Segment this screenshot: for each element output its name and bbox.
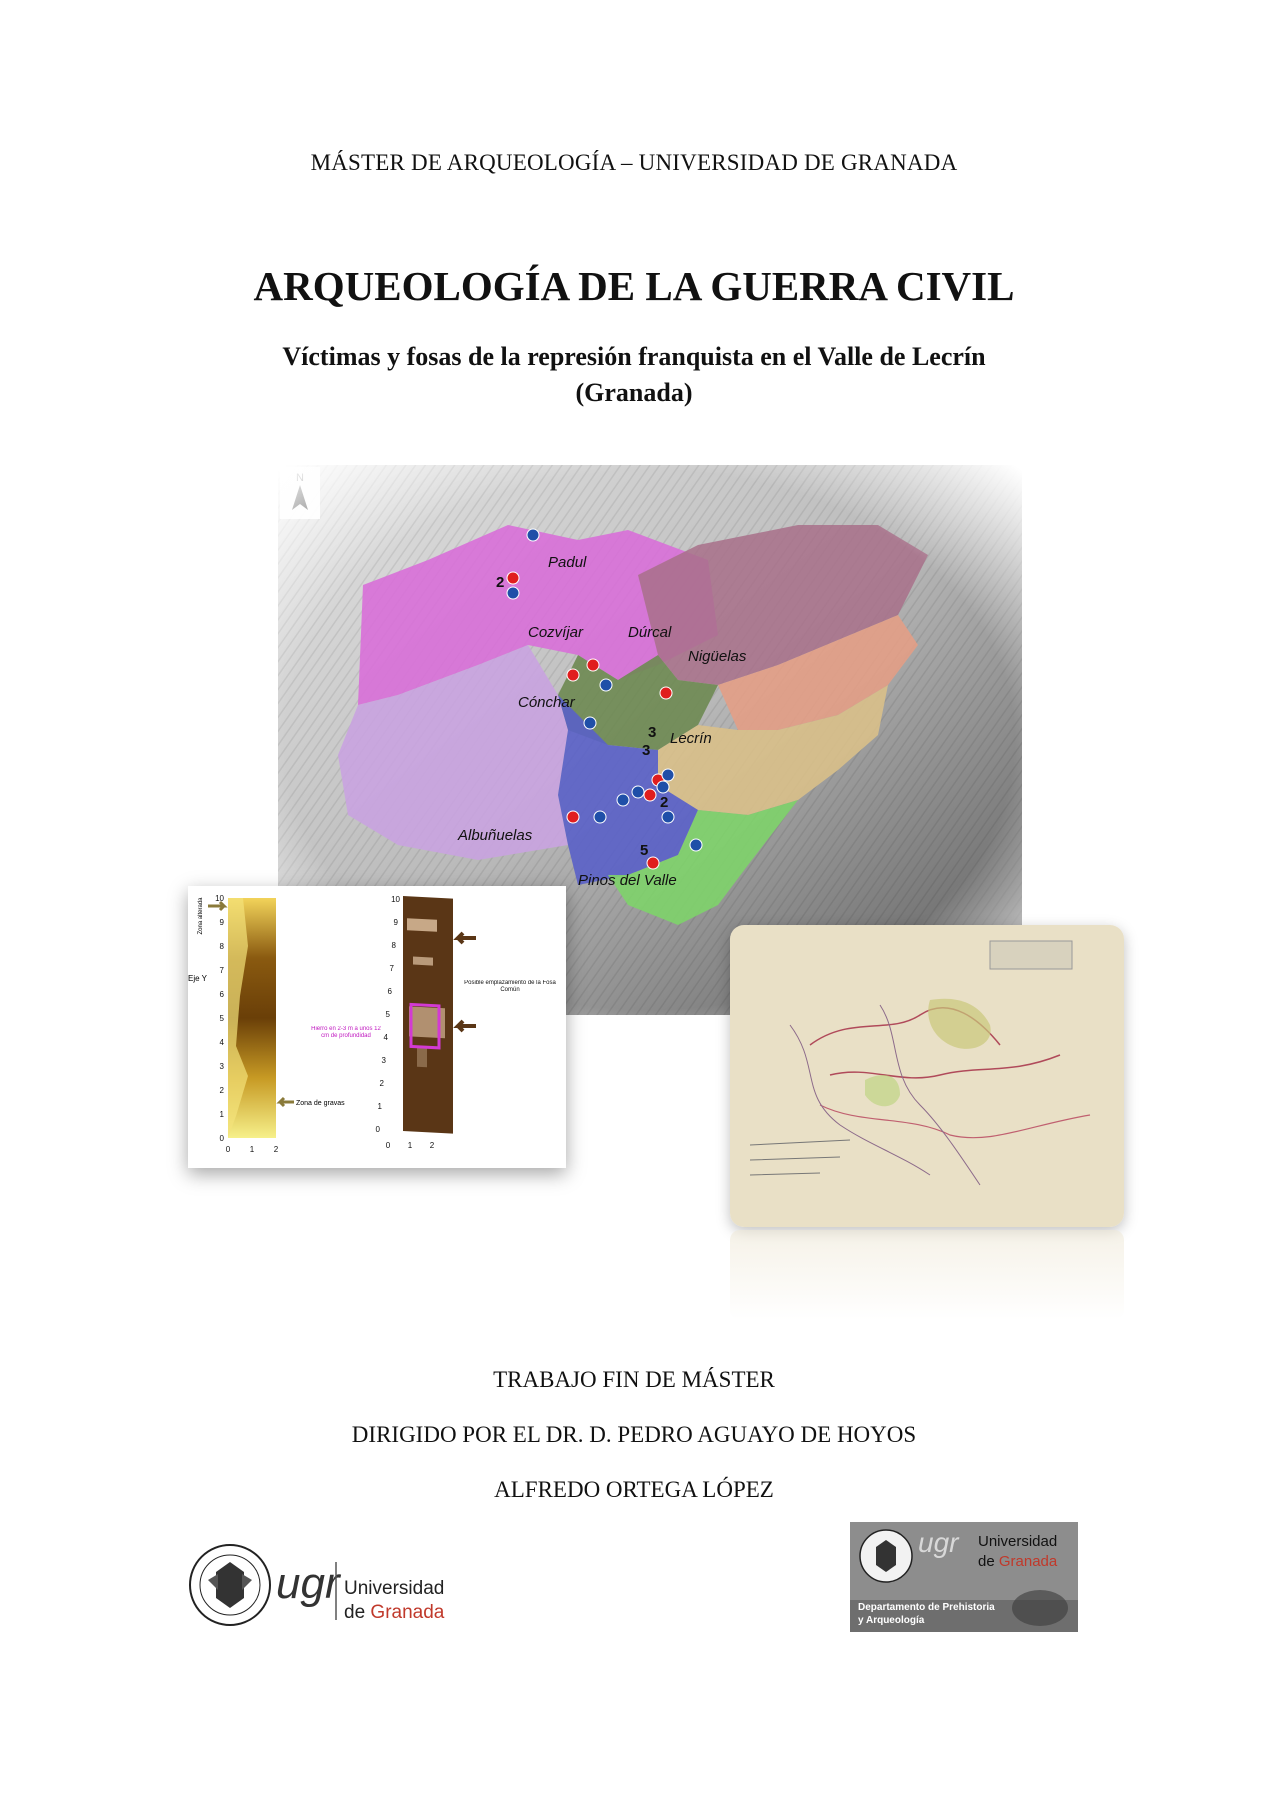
right-tick: 8	[391, 941, 396, 950]
right-x-tick: 1	[407, 1141, 413, 1150]
right-tick: 3	[381, 1056, 386, 1065]
department-logo	[850, 1522, 1078, 1632]
svg-text:de Granada	[978, 1553, 1058, 1570]
right-x-tick: 2	[429, 1141, 435, 1150]
right-tick: 2	[379, 1079, 384, 1088]
ugr-mark: ugr	[276, 1559, 340, 1608]
right-tick: 1	[377, 1102, 382, 1111]
left-tick: 8	[219, 942, 224, 951]
left-tick: 5	[219, 1014, 224, 1023]
left-tick: 1	[219, 1110, 224, 1119]
right-tick: 5	[385, 1010, 390, 1019]
stamp-box	[990, 941, 1072, 969]
left-tick: 6	[219, 990, 224, 999]
dept-line-2: y Arqueología	[858, 1615, 925, 1626]
ugr-line-2-accent: Granada	[998, 1553, 1058, 1570]
director-line: DIRIGIDO POR EL DR. D. PEDRO AGUAYO DE HOYOS	[351, 1422, 917, 1447]
author-name: ALFREDO ORTEGA LÓPEZ	[494, 1477, 774, 1502]
right-tick: 4	[383, 1033, 388, 1042]
left-tick: 9	[219, 918, 224, 927]
left-tick: 2	[219, 1086, 224, 1095]
arrow-icon	[208, 902, 224, 910]
left-tick: 4	[219, 1038, 224, 1047]
historic-map-figure	[730, 925, 1124, 1227]
ugr-line-2-prefix: de	[978, 1553, 999, 1570]
right-tick: 10	[391, 895, 400, 904]
subtitle-line-2: (Granada)	[575, 378, 693, 407]
left-tick: 10	[215, 894, 224, 903]
ugr-line-2-accent: Granada	[370, 1602, 445, 1623]
geophysics-plot	[188, 886, 566, 1168]
ugr-line-1: Universidad	[344, 1578, 445, 1599]
left-tick: 7	[219, 966, 224, 975]
left-x-tick: 0	[225, 1145, 231, 1154]
pottery-icon	[1012, 1590, 1068, 1626]
arrow-icon	[458, 1021, 476, 1031]
left-axis-label: Eje Y	[188, 974, 207, 983]
arrow-icon	[280, 1098, 294, 1106]
right-label-top: Posible emplazamiento de la Fosa Común	[464, 980, 556, 993]
left-tick: 0	[219, 1134, 224, 1143]
historic-map-reflection	[730, 1230, 1124, 1320]
ugr-line-1: Universidad	[978, 1533, 1058, 1550]
left-x-tick: 1	[249, 1145, 255, 1154]
right-tick: 7	[389, 964, 394, 973]
right-tick: 6	[387, 987, 392, 996]
page-title: ARQUEOLOGÍA DE LA GUERRA CIVIL	[253, 263, 1015, 309]
arrow-icon	[458, 933, 476, 943]
left-arrow-label: Zona de gravas	[296, 1100, 345, 1107]
right-tick: 9	[393, 918, 398, 927]
ugr-logo	[188, 1540, 488, 1630]
right-x-tick: 0	[385, 1141, 391, 1150]
dept-line-1: Departamento de Prehistoria	[858, 1602, 995, 1613]
ugr-line-2-prefix: de	[344, 1602, 371, 1623]
svg-text:de Granada	[344, 1602, 445, 1623]
ugr-mark: ugr	[918, 1527, 959, 1558]
left-top-label: Zona alterada	[198, 897, 204, 935]
subtitle-line-1: Víctimas y fosas de la represión franquista en el Valle de Lecrín	[282, 342, 986, 371]
geophysics-figure	[188, 886, 566, 1168]
right-tick: 0	[375, 1125, 380, 1134]
work-type: TRABAJO FIN DE MÁSTER	[493, 1367, 775, 1392]
right-label-pink: Hierro en 2-3 m a unos 12 cm de profundidad	[311, 1026, 381, 1039]
historic-map	[730, 925, 1124, 1227]
left-tick: 3	[219, 1062, 224, 1071]
institution-heading: MÁSTER DE ARQUEOLOGÍA – UNIVERSIDAD DE GRANADA	[310, 150, 958, 175]
left-x-tick: 2	[273, 1145, 279, 1154]
